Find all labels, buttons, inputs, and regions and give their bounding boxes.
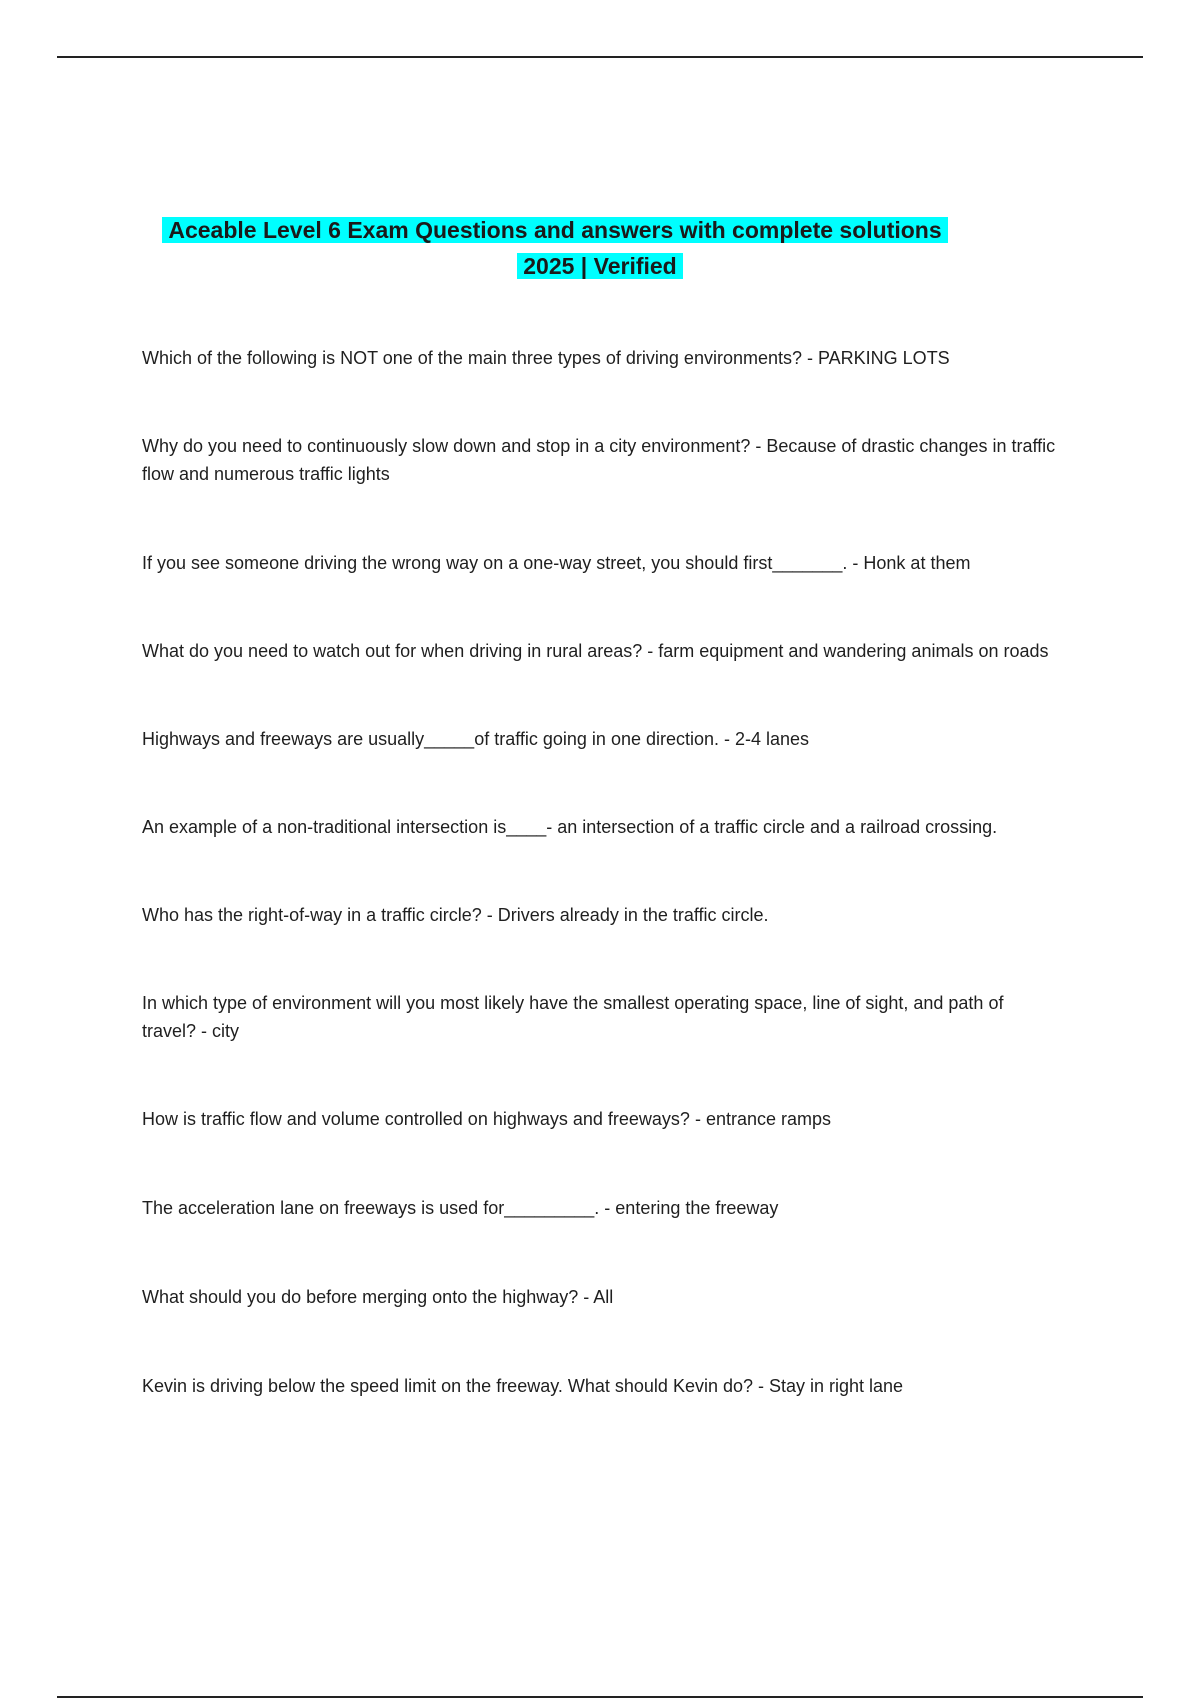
qa-list	[142, 344, 1062, 1400]
qa-item: Highways and freeways are usually_____of traffic going in one direction. - 2-4 lanes	[142, 729, 810, 749]
document-title	[0, 212, 1200, 284]
qa-item: Who has the right-of-way in a traffic circle? - Drivers already in the traffic circle.	[142, 905, 769, 925]
qa-item: In which type of environment will you most likely have the smallest operating space, line of sight, and path of travel? - city	[142, 993, 1004, 1041]
qa-item: Which of the following is NOT one of the main three types of driving environments? - PARKING LOTS	[142, 348, 950, 368]
qa-item: What do you need to watch out for when driving in rural areas? - farm equipment and wandering animals on roads	[142, 641, 1049, 661]
title-line-1: Aceable Level 6 Exam Questions and answers with complete solutions	[162, 217, 947, 243]
bottom-rule	[57, 1696, 1143, 1698]
qa-item: How is traffic flow and volume controlled on highways and freeways? - entrance ramps	[142, 1109, 832, 1129]
qa-item: The acceleration lane on freeways is used for_________. - entering the freeway	[142, 1198, 779, 1218]
title-line-2: 2025 | Verified	[517, 253, 682, 279]
qa-item: Kevin is driving below the speed limit on the freeway. What should Kevin do? - Stay in right lane	[142, 1376, 904, 1396]
qa-item: What should you do before merging onto the highway? - All	[142, 1287, 614, 1307]
qa-item: An example of a non-traditional intersection is____- an intersection of a traffic circle and a railroad crossing.	[142, 817, 998, 837]
qa-item: Why do you need to continuously slow down and stop in a city environment? - Because of drastic changes in traffic flow and numerous traffic lights	[142, 436, 1056, 484]
top-rule	[57, 56, 1143, 58]
qa-item: If you see someone driving the wrong way on a one-way street, you should first_______. - Honk at them	[142, 553, 971, 573]
